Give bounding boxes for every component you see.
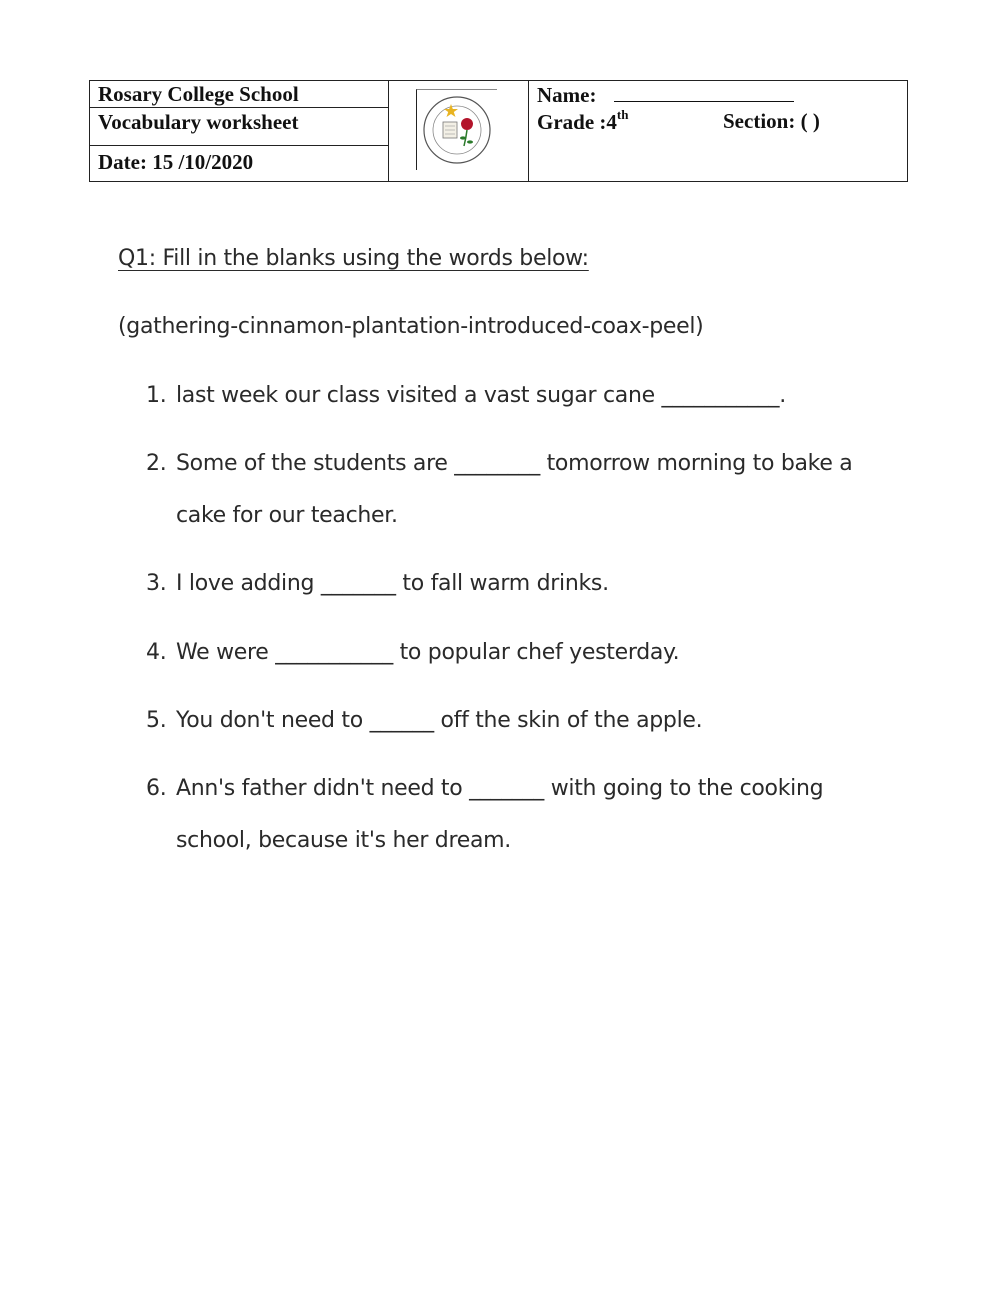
school-logo (416, 89, 497, 170)
item-number: 6. (146, 776, 167, 801)
item-text: last week our class visited a vast sugar cane ___________. (176, 383, 786, 408)
item-number: 3. (146, 571, 167, 596)
question-title: Q1: Fill in the blanks using the words below: (118, 246, 589, 271)
worksheet-title: Vocabulary worksheet (90, 108, 388, 146)
header-logo-column (388, 81, 529, 181)
worksheet-date: Date: 15 /10/2020 (98, 150, 254, 174)
item-number: 5. (146, 708, 167, 733)
item-text: I love adding _______ to fall warm drinks. (176, 571, 609, 596)
worksheet-header (89, 80, 908, 182)
name-blank[interactable] (614, 83, 794, 102)
header-left-column (90, 81, 389, 181)
section-label: Section: ( ) (723, 109, 820, 133)
grade-row (537, 107, 820, 135)
name-label: Name: (537, 83, 597, 107)
name-row (537, 83, 794, 108)
item-number: 2. (146, 451, 167, 476)
item-text: You don't need to ______ off the skin of the apple. (176, 708, 703, 733)
grade-label: Grade :4 (537, 110, 617, 134)
grade-suffix: th (616, 107, 629, 122)
school-name: Rosary College School (90, 81, 388, 108)
item-number: 4. (146, 640, 167, 665)
word-bank: (gathering-cinnamon-plantation-introduced-coax-peel) (118, 314, 704, 339)
item-number: 1. (146, 383, 167, 408)
school-seal-icon (417, 90, 497, 170)
item-text: We were ___________ to popular chef yesterday. (176, 640, 680, 665)
header-right-column (529, 81, 907, 181)
item-text: Ann's father didn't need to _______ with going to the cooking school, because it's her dream. (176, 776, 824, 853)
item-text: Some of the students are ________ tomorrow morning to bake a cake for our teacher. (176, 451, 853, 528)
